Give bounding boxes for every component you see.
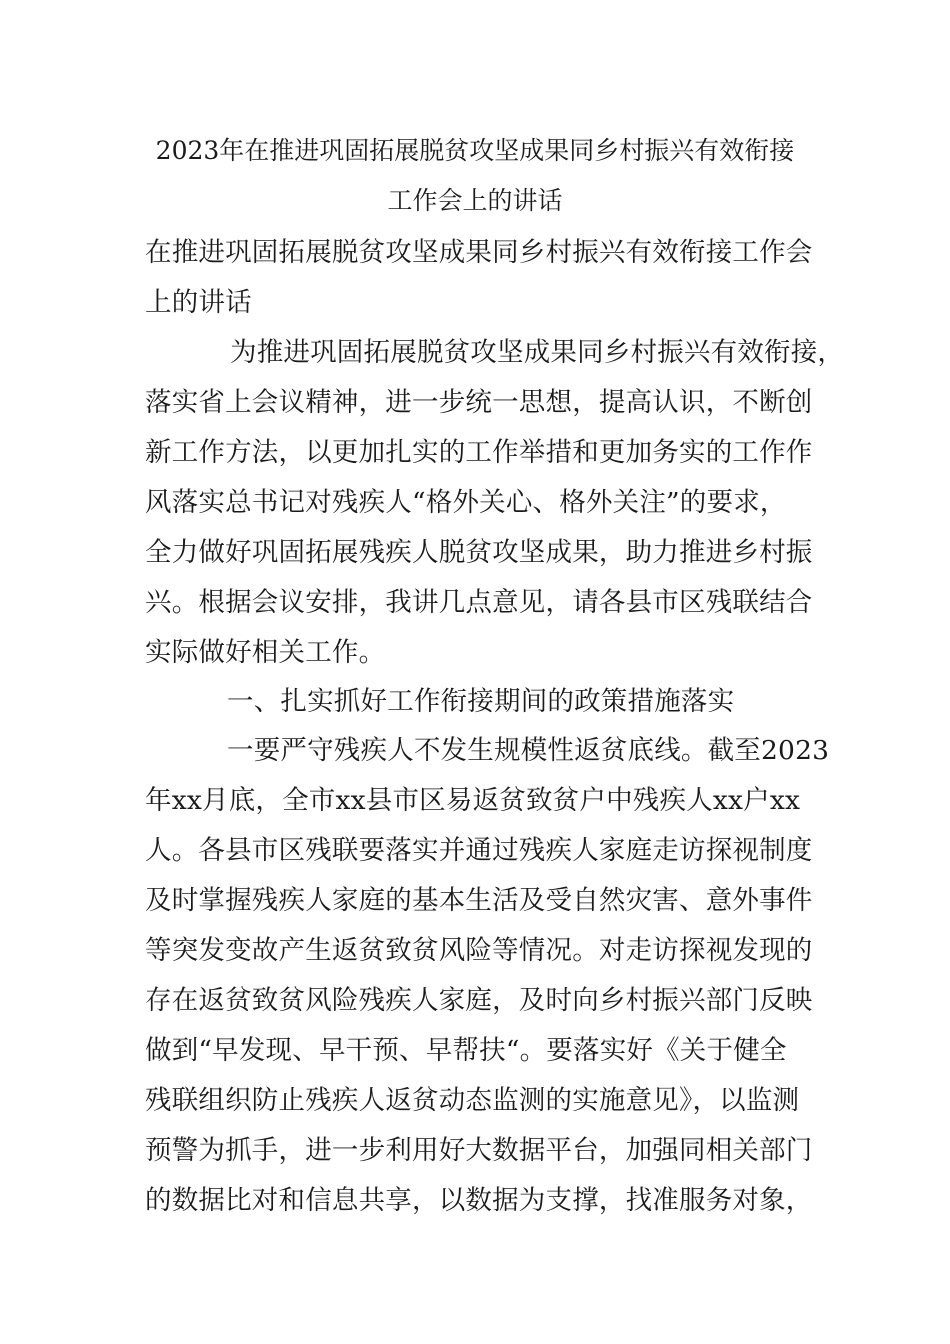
paragraph-line: 实际做好相关工作。 (145, 637, 386, 668)
paragraph-line: 的数据比对和信息共享，以数据为支撑，找准服务对象， (145, 1185, 813, 1216)
section-heading: 一、扎实抓好工作衔接期间的政策措施落实 (227, 686, 735, 717)
document-title-line-1: 2023年在推进巩固拓展脱贫攻坚成果同乡村振兴有效衔接 (155, 136, 795, 165)
paragraph-line: 人。各县市区残联要落实并通过残疾人家庭走访探视制度 (145, 835, 813, 866)
paragraph-line: 全力做好巩固拓展残疾人脱贫攻坚成果，助力推进乡村振 (145, 537, 813, 568)
paragraph-line: 落实省上会议精神，进一步统一思想，提高认识，不断创 (145, 387, 813, 418)
paragraph-line: 预警为抓手，进一步利用好大数据平台，加强同相关部门 (145, 1135, 813, 1166)
paragraph-line: 残联组织防止残疾人返贫动态监测的实施意见》，以监测 (145, 1085, 800, 1116)
paragraph-line: 存在返贫致贫风险残疾人家庭，及时向乡村振兴部门反映 (145, 985, 813, 1016)
paragraph-line: 做到“早发现、早干预、早帮扶“。要落实好《关于健全 (145, 1035, 787, 1066)
paragraph-line: 为推进巩固拓展脱贫攻坚成果同乡村振兴有效衔接， (230, 337, 845, 368)
paragraph-line: 一要严守残疾人不发生规模性返贫底线。截至2023 (227, 735, 830, 766)
subtitle-line: 在推进巩固拓展脱贫攻坚成果同乡村振兴有效衔接工作会 (145, 237, 813, 268)
paragraph-line: 风落实总书记对残疾人“格外关心、格外关注”的要求， (145, 487, 787, 518)
paragraph-line: 兴。根据会议安排，我讲几点意见，请各县市区残联结合 (145, 587, 813, 618)
paragraph-line: 及时掌握残疾人家庭的基本生活及受自然灾害、意外事件 (145, 885, 813, 916)
paragraph-line: 等突发变故产生返贫致贫风险等情况。对走访探视发现的 (145, 935, 813, 966)
paragraph-line: 新工作方法，以更加扎实的工作举措和更加务实的工作作 (145, 437, 813, 468)
document-title-line-2: 工作会上的讲话 (387, 186, 563, 215)
paragraph-line: 年xx月底，全市xx县市区易返贫致贫户中残疾人xx户xx (145, 785, 801, 816)
subtitle-line: 上的讲话 (145, 287, 252, 318)
